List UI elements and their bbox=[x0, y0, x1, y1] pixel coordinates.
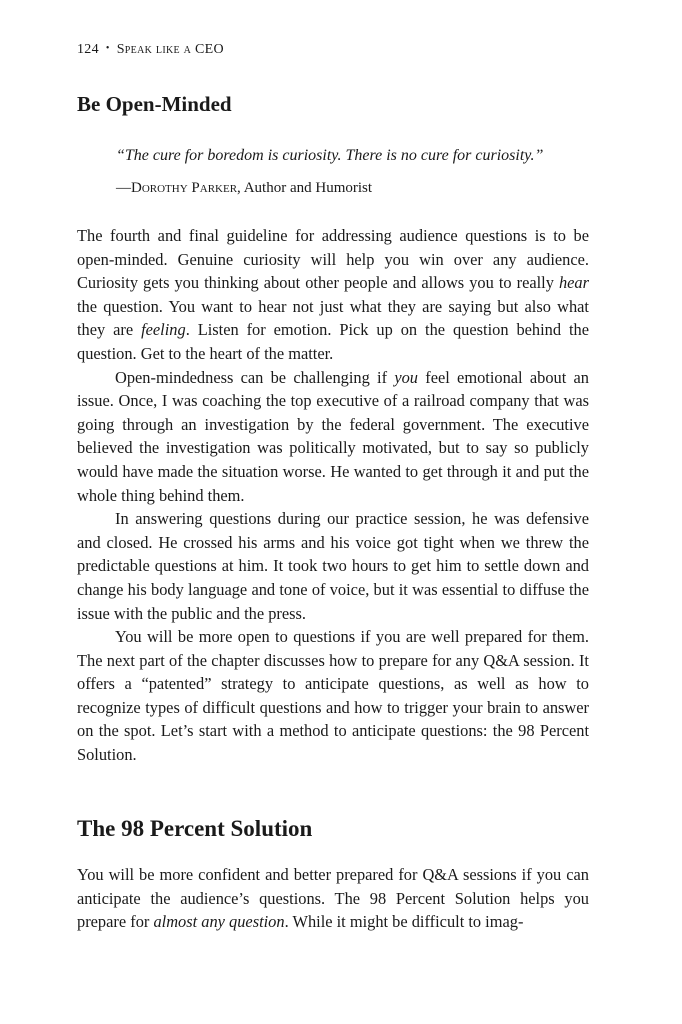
epigraph-author: Dorothy Parker bbox=[131, 180, 238, 196]
epigraph-attribution bbox=[116, 178, 586, 198]
section-body bbox=[77, 863, 589, 934]
epigraph-role: , Author and Humorist bbox=[237, 180, 373, 196]
epigraph-quote: “The cure for boredom is curiosity. There is no cure for curiosity.” bbox=[116, 147, 544, 164]
header-separator: • bbox=[105, 43, 110, 54]
emphasis: you bbox=[394, 367, 418, 387]
emphasis: hear bbox=[558, 273, 589, 293]
section-body bbox=[77, 224, 589, 767]
epigraph-dash: — bbox=[116, 180, 131, 196]
book-title: Speak like a CEO bbox=[116, 42, 224, 57]
page-number: 124 bbox=[77, 42, 99, 57]
section-heading: The 98 Percent Solution bbox=[77, 816, 313, 841]
body-paragraph: Open-mindedness can be challenging if you feel emotional about an issue. Once, I was coaching the top executive of a railroad company that was going through an investigation by the federal government. The executive believed the investigation was politically motivated, but to say so publicly would have made the situation worse. He wanted to get through it and put the whole thing behind them. bbox=[77, 367, 589, 505]
body-paragraph: You will be more open to questions if you are well prepared for them. The next part of the chapter discusses how to prepare for any Q&A session. It offers a “patented” strategy to anticipate questions, as well as how to recognize types of difficult questions and how to trigger your brain to answer on the spot. Let’s start with a method to anticipate questions: the 98 Percent Solution. bbox=[77, 627, 589, 765]
emphasis: feeling bbox=[141, 320, 186, 340]
body-paragraph: In answering questions during our practice session, he was defensive and closed. He crossed his arms and his voice got tight when we threw the predictable questions at him. It took two hours to get him to settle down and change his body language and tone of voice, but it was essential to diffuse the issue with the public and the press. bbox=[77, 509, 589, 623]
emphasis: almost any question bbox=[153, 912, 285, 932]
section-heading: Be Open-Minded bbox=[77, 92, 232, 116]
running-header bbox=[77, 42, 224, 58]
body-paragraph: The fourth and final guideline for addressing audience questions is to be open-minded. Genuine curiosity will help you win over any audience. Curiosity gets you thinking about other people and allows you to really hear the question. You want to hear not just what they are saying but also what they are feeling. Listen for emotion. Pick up on the question behind the question. Get to the heart of the matter. bbox=[77, 226, 589, 363]
epigraph bbox=[116, 146, 586, 198]
body-paragraph: You will be more confident and better prepared for Q&A sessions if you can anticipate the audience’s questions. The 98 Percent Solution helps you prepare for almost any question. While it might be difficult to imag- bbox=[77, 865, 589, 932]
